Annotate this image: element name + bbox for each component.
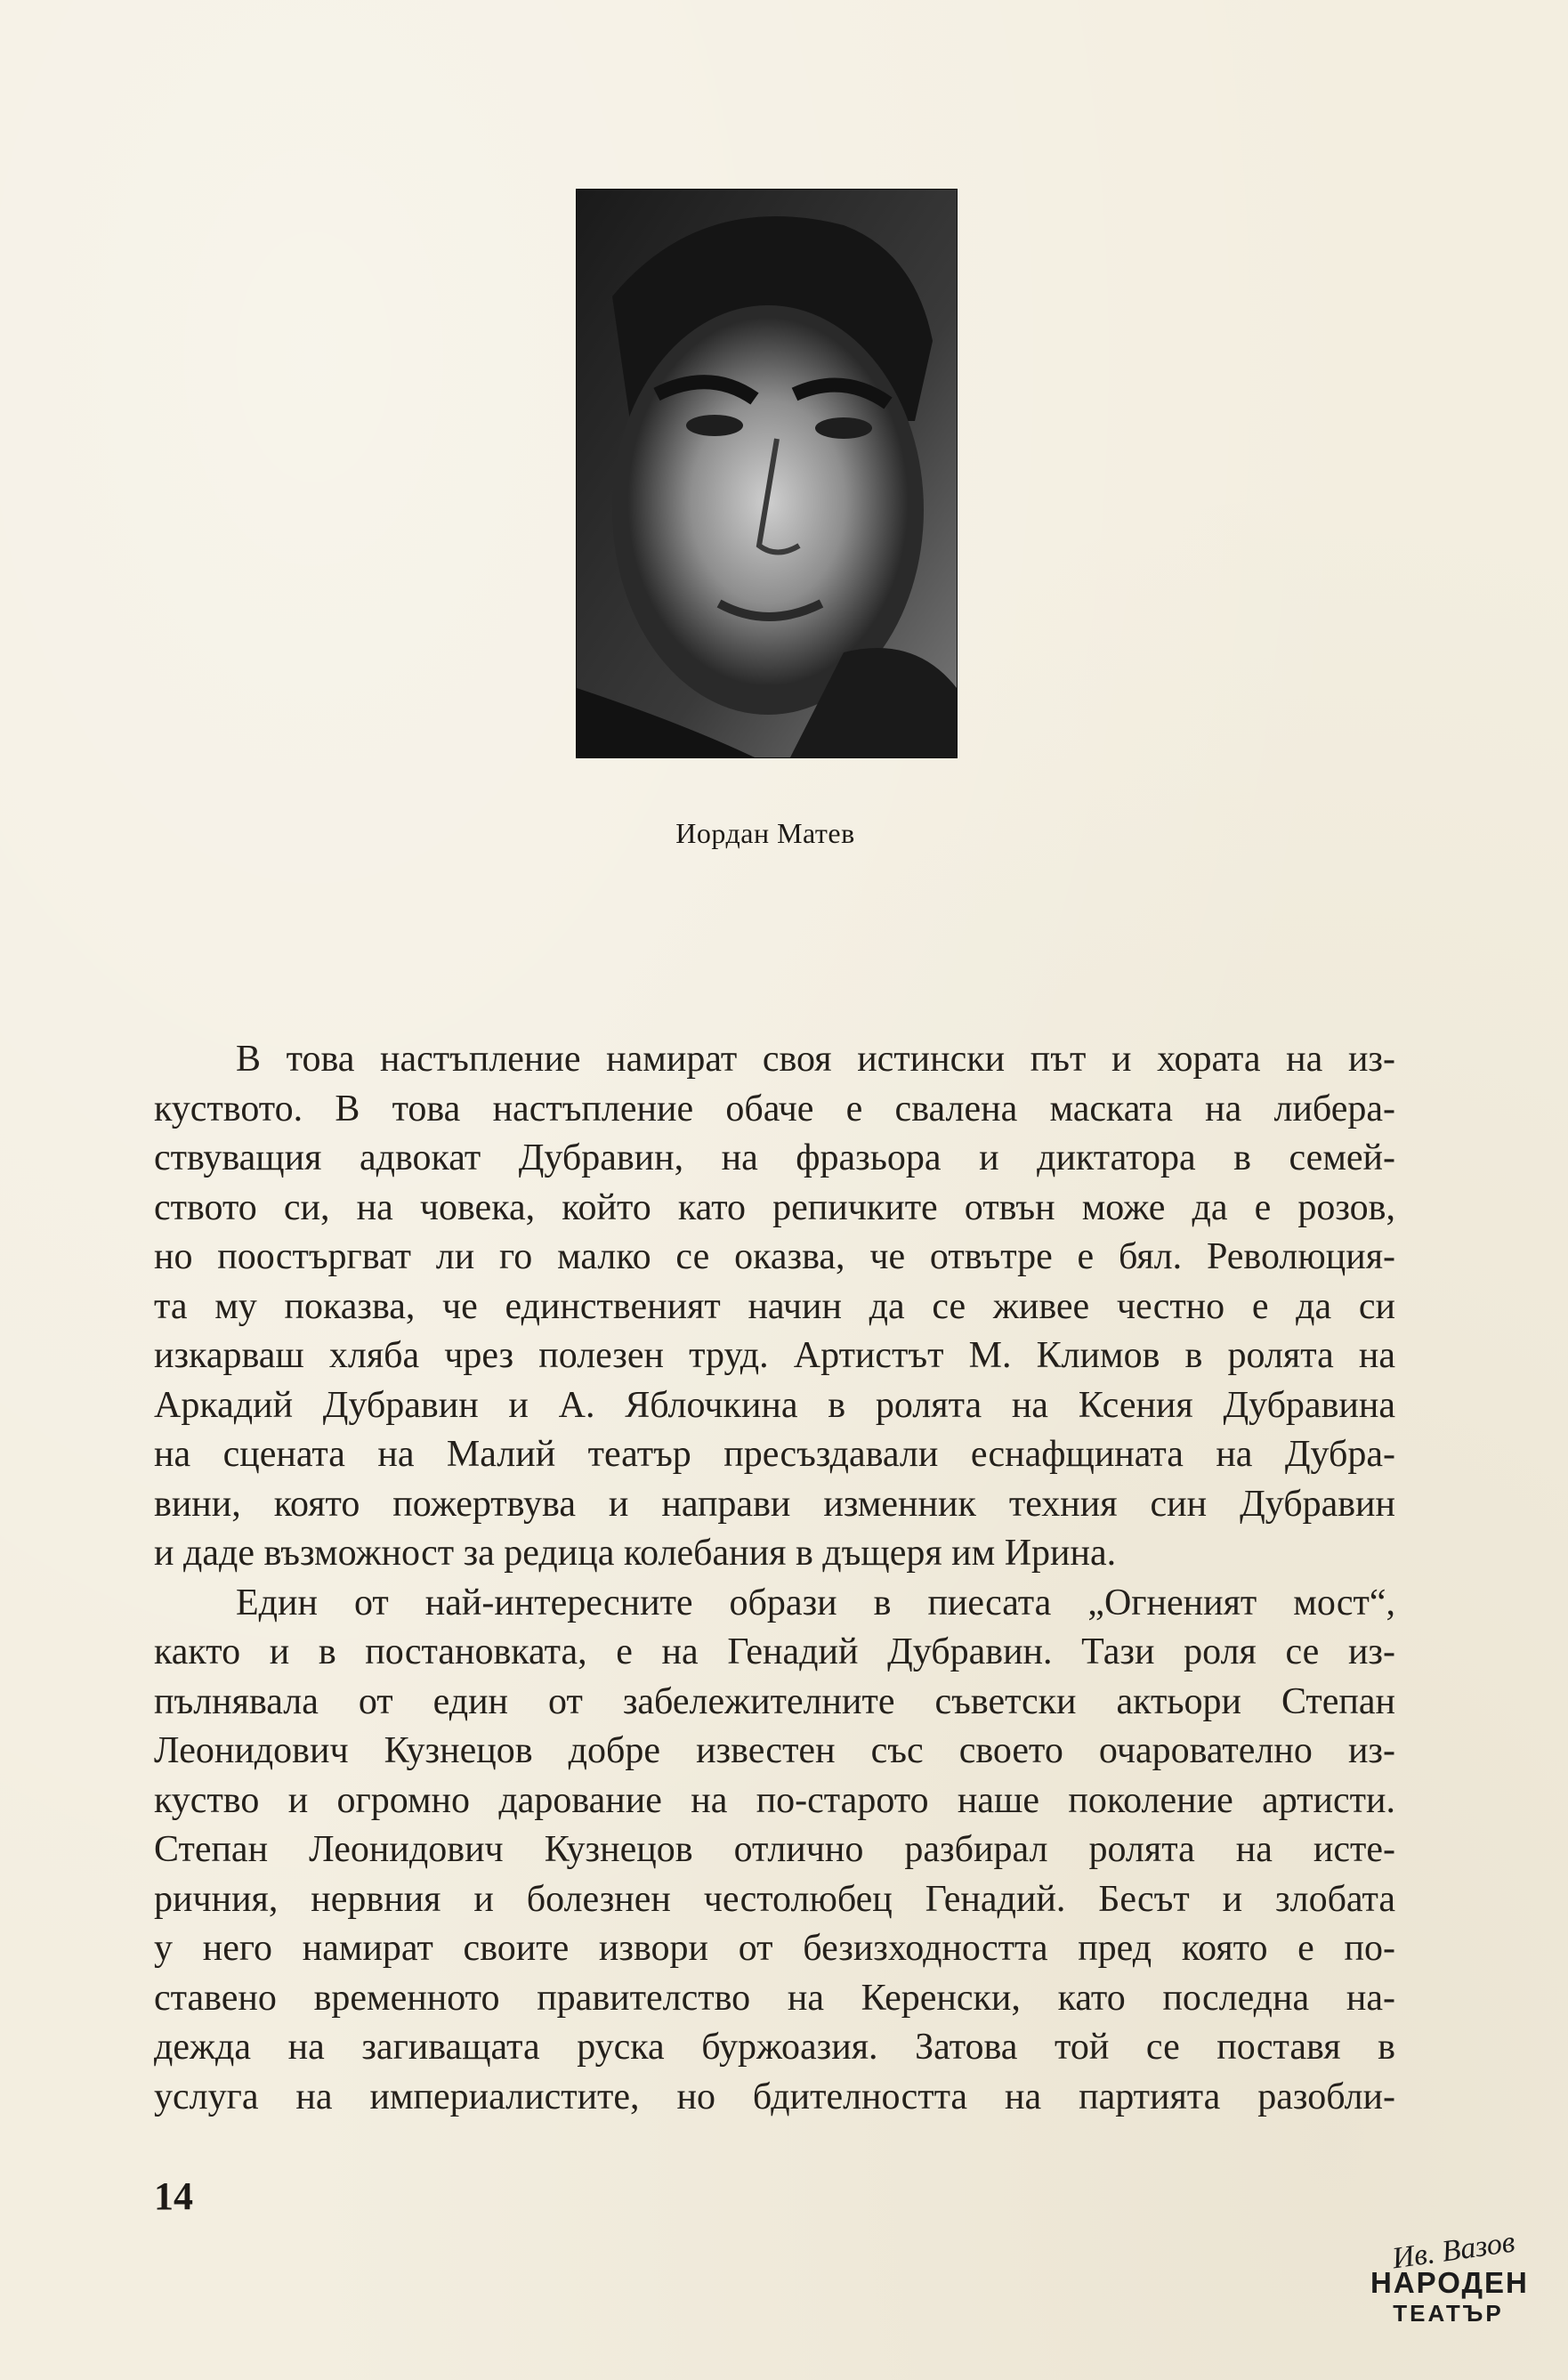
text-line: ричния, нервния и болезнен честолюбец Генадий. Бесът и злобата bbox=[154, 1878, 1395, 1920]
text-line: куство и огромно дарование на по-старото наше поколение артисти. bbox=[154, 1779, 1395, 1821]
text-line: куството. В това настъпление обаче е свалена маската на либера- bbox=[154, 1088, 1395, 1129]
text-line: В това настъпление намират своя истински път и хората на из- bbox=[236, 1039, 1395, 1080]
text-line: ството си, на човека, който като репичките отвън може да е розов, bbox=[154, 1186, 1395, 1228]
portrait-image bbox=[577, 190, 957, 757]
stamp-signature: Ив. Вазов bbox=[1390, 2225, 1517, 2276]
text-line: ствуващия адвокат Дубравин, на фразьора и диктатора в семей- bbox=[154, 1137, 1395, 1178]
text-line: изкарваш хляба чрез полезен труд. Артистът М. Климов в ролята на bbox=[154, 1335, 1395, 1376]
stamp-line-2: ТЕАТЪР bbox=[1393, 2300, 1504, 2327]
text-line: вини, която пожертвува и направи изменник техния син Дубравин bbox=[154, 1483, 1395, 1525]
national-theatre-stamp bbox=[1370, 2225, 1529, 2341]
text-line: Един от най-интересните образи в пиесата „Огненият мост“, bbox=[236, 1582, 1395, 1623]
text-line: пълнявала от един от забележителните съветски актьори Степан bbox=[154, 1680, 1395, 1722]
page-number: 14 bbox=[154, 2174, 193, 2218]
article-body bbox=[154, 1035, 1395, 2122]
portrait-photo bbox=[577, 190, 957, 757]
text-line: на сцената на Малий театър пресъздавали еснафщината на Дубра- bbox=[154, 1434, 1395, 1475]
text-line: дежда на загиващата руска буржоазия. Затова той се поставя в bbox=[154, 2027, 1395, 2068]
stamp-line-1: НАРОДЕН bbox=[1370, 2266, 1529, 2299]
text-line: услуга на империалистите, но бдителността на партията разобли- bbox=[154, 2076, 1395, 2117]
text-line: та му показва, че единственият начин да се живее честно е да си bbox=[154, 1285, 1395, 1327]
photo-caption: Иордан Матев bbox=[675, 817, 855, 849]
text-line: както и в постановката, е на Генадий Дубравин. Тази роля се из- bbox=[154, 1631, 1395, 1672]
text-line: и даде възможност за редица колебания в дъщеря им Ирина. bbox=[154, 1533, 1117, 1574]
text-line: Аркадий Дубравин и А. Яблочкина в ролята на Ксения Дубравина bbox=[154, 1384, 1395, 1426]
text-line: но поостъргват ли го малко се оказва, че отвътре е бял. Революция- bbox=[154, 1236, 1395, 1277]
text-line: Степан Леонидович Кузнецов отлично разбирал ролята на исте- bbox=[154, 1829, 1395, 1870]
text-line: ставено временното правителство на Керенски, като последна на- bbox=[154, 1977, 1395, 2019]
text-line: Леонидович Кузнецов добре известен със своето очарователно из- bbox=[154, 1730, 1395, 1771]
text-line: у него намират своите извори от безизходността пред която е по- bbox=[154, 1928, 1395, 1969]
